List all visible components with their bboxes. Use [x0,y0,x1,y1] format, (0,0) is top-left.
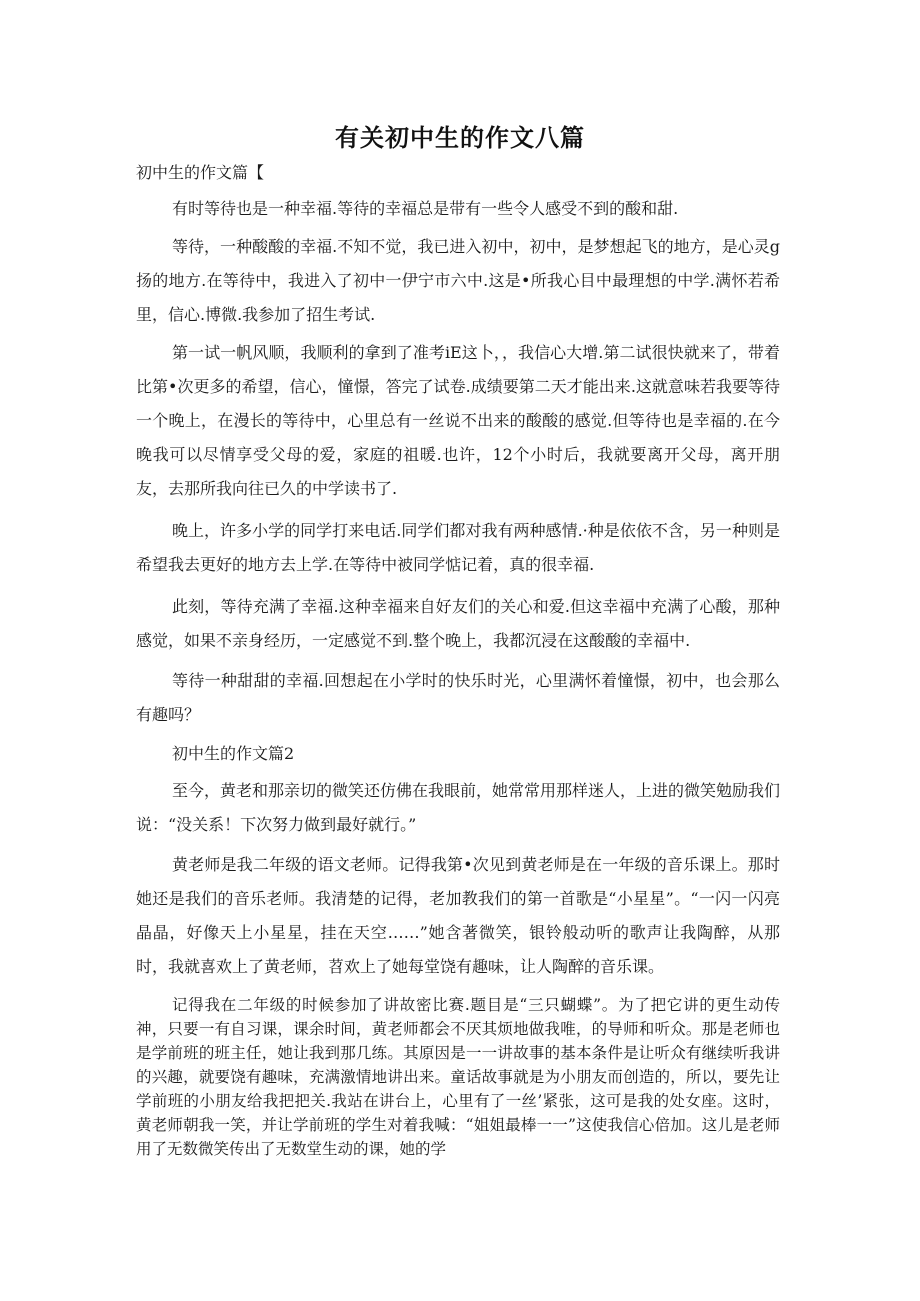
section-heading-1: 初中生的作文篇【 [136,163,265,182]
paragraph: 晚上，许多小学的同学打来电话.同学们都对我有两种感情.·种是依依不含，另一种则是希望我去更好的地方去上学.在等待中被同学惦记着，真的很幸福. [136,521,780,574]
document-title: 有关初中生的作文八篇 [335,124,585,152]
paragraph: 黄老师是我二年级的语文老师。记得我第•次见到黄老师是在一年级的音乐课上。那时她还是我们的音乐老师。我清楚的记得，老加教我们的第一首歌是“小星星”。“一闪一闪亮晶晶，好像天上小星星，挂在天空……”她含著微笑，银铃般动听的歌声让我陶醉，从那时，我就喜欢上了黄老师，苕欢上了她每堂饶有趣味，让人陶醉的音乐课。 [136,855,780,976]
paragraph: 有时等待也是一种幸福.等待的幸福总是带有一些令人感受不到的酸和甜. [172,199,679,218]
paragraph: 等待，一种酸酸的幸福.不知不觉，我已进入初中，初中，是梦想起飞的地方，是心灵g扬的地方.在等待中，我进入了初中一伊宁市六中.这是•所我心目中最理想的中学.满怀若希里，信心.博微.我参加了招生考试. [136,237,780,324]
section-heading-2: 初中生的作文篇2 [172,744,295,763]
paragraph: 此刻，等待充满了幸福.这种幸福来自好友们的关心和爱.但这幸福中充满了心酸，那种感觉，如果不亲身经历，一定感觉不到.整个晚上，我都沉浸在这酸酸的幸福中. [136,597,780,650]
paragraph: 记得我在二年级的时候参加了讲故密比赛.题目是“三只蝴蝶”。为了把它讲的更生动传神，只要一有自习课，课余时间，黄老师都会不厌其烦地做我唯，的导师和听众。那是老师也是学前班的班主任，她让我到那几练。其原因是一一讲故事的基本条件是让听众有继续听我讲的兴趣，就要饶有趣味，充满激情地讲出来。童话故事就是为小朋友而创造的，所以，要先让学前班的小朋友给我把把关.我站在讲台上，心里有了一丝’紧张，这可是我的处女座。这时，黄老师朝我一笑，并让学前班的学生对着我喊：“姐姐最棒一一”这使我信心倍加。这儿是老师用了无数微笑传出了无数堂生动的课，她的学 [136,996,780,1158]
paragraph: 等待一种甜甜的幸福.回想起在小学时的快乐时光，心里满怀着憧憬，初中，也会那么有趣吗？ [136,671,780,724]
paragraph: 第一试一帆风顺，我顺利的拿到了准考iE这卜，，我信心大增.第二试很快就来了，带着比第•次更多的希望，信心，憧憬，答完了试卷.成绩要第二天才能出来.这就意味若我要等待一个晚上，在漫长的等待中，心里总有一丝说不出来的酸酸的感觉.但等待也是幸福的.在今晚我可以尽情享受父母的爱，家庭的祖暖.也许，12个小时后，我就要离开父母，离开朋友，去那所我向往已久的中学读书了. [136,343,780,498]
paragraph: 至今，黄老和那亲切的微笑还仿佛在我眼前，她常常用那样迷人，上进的微笑勉励我们说：“没关系！下次努力做到最好就行。” [136,781,781,834]
